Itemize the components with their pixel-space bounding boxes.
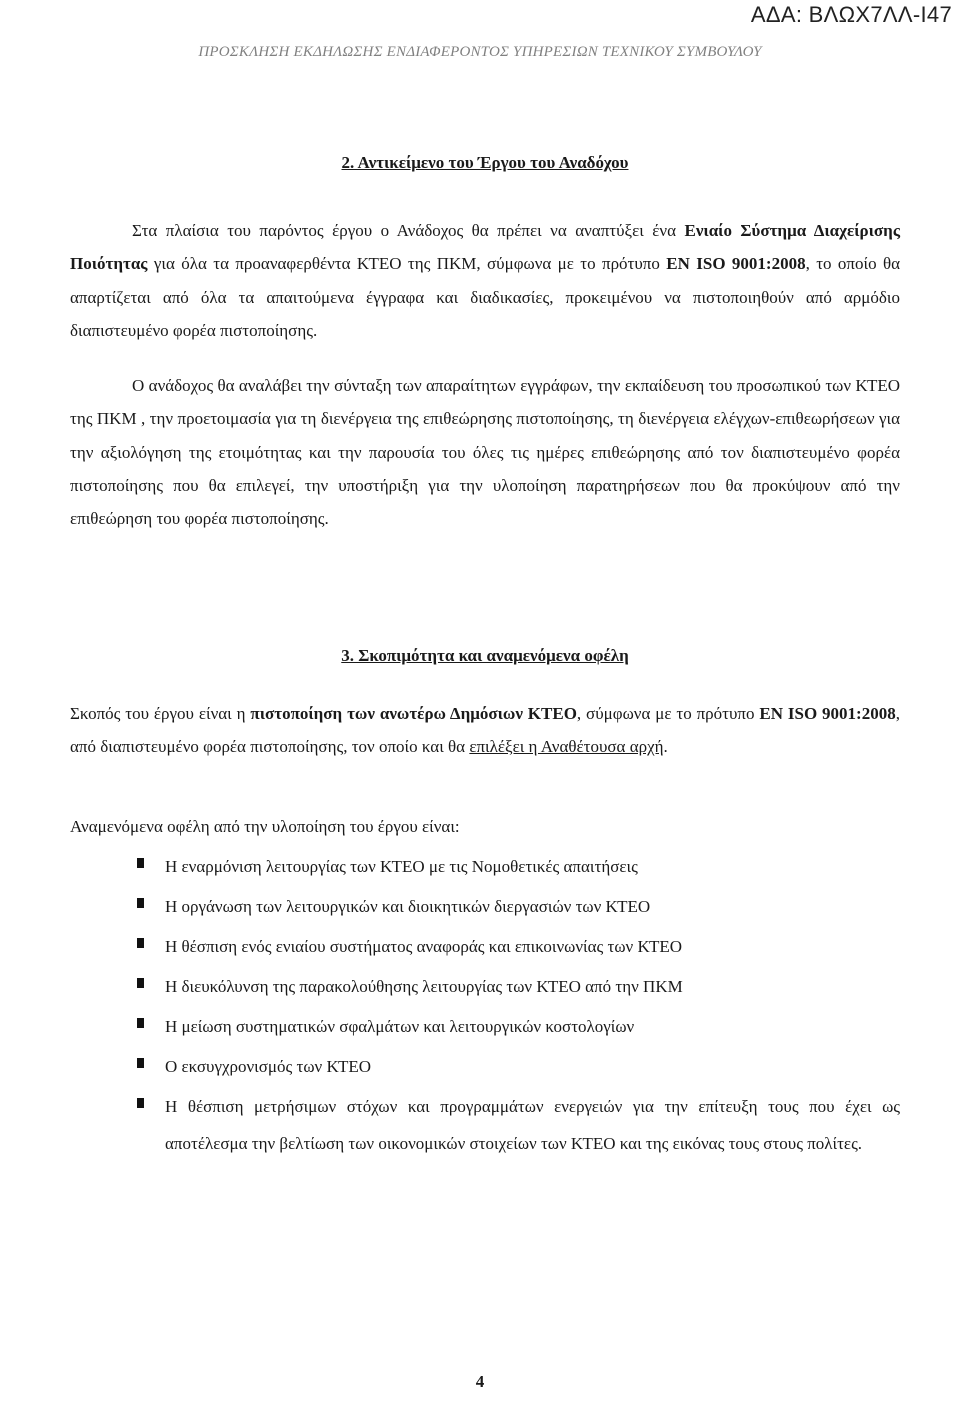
square-bullet-icon xyxy=(137,1058,144,1068)
list-item-text: Ο εκσυγχρονισμός των ΚΤΕΟ xyxy=(165,1057,372,1076)
s3p1-tail: . xyxy=(663,737,668,757)
document-header-title: ΠΡΟΣΚΛΗΣΗ ΕΚΔΗΛΩΣΗΣ ΕΝΔΙΑΦΕΡΟΝΤΟΣ ΥΠΗΡΕΣΙΩΝ ΤΕΧΝΙΚΟΥ ΣΥΜΒΟΥΛΟΥ xyxy=(198,44,762,60)
square-bullet-icon xyxy=(137,938,144,948)
section-3-paragraph-1 xyxy=(70,697,900,764)
section-2-paragraph-2 xyxy=(70,369,900,535)
square-bullet-icon xyxy=(137,1018,144,1028)
square-bullet-icon xyxy=(137,898,144,908)
square-bullet-icon xyxy=(137,858,144,868)
s2p2-text: Ο ανάδοχος θα αναλάβει την σύνταξη των απαραίτητων εγγράφων, την εκπαίδευση του προσωπικού των ΚΤΕΟ της ΠΚΜ , την προετοιμασία για τη διενέργεια της επιθεώρησης πιστοποίησης, τη διενέργεια ελέγχων-επιθεωρήσεων για την αξιολόγηση της ετοιμότητας και την παρουσία του όλες τις ημέρες επιθεώρησης από τον διαπιστευμένο φορέα πιστοποίησης που θα επιλεγεί, την υποστήριξη για την υλοποίηση παρατηρήσεων που θα προκύψουν από την επιθεώρηση του φορέα πιστοποίησης. xyxy=(70,376,900,529)
section-2-heading: 2. Αντικείμενο του Έργου του Αναδόχου xyxy=(341,153,629,172)
s3p1-lead: Σκοπός του έργου είναι η xyxy=(70,704,251,723)
ada-code: ΑΔΑ: ΒΛΩΧ7ΛΛ-Ι47 xyxy=(750,2,952,27)
list-item-text: Η εναρμόνιση λειτουργίας των ΚΤΕΟ με τις Νομοθετικές απαιτήσεις xyxy=(165,857,638,876)
page-number: 4 xyxy=(475,1372,485,1391)
list-item-text: Η θέσπιση ενός ενιαίου συστήματος αναφοράς και επικοινωνίας των ΚΤΕΟ xyxy=(165,937,683,956)
square-bullet-icon xyxy=(137,978,144,988)
square-bullet-icon xyxy=(137,1098,144,1108)
section-3-heading: 3. Σκοπιμότητα και αναμενόμενα οφέλη xyxy=(341,646,629,665)
list-item-text: Η διευκόλυνση της παρακολούθησης λειτουργίας των ΚΤΕΟ από την ΠΚΜ xyxy=(165,977,683,996)
list-item-text: Η μείωση συστηματικών σφαλμάτων και λειτουργικών κοστολογίων xyxy=(165,1017,635,1036)
s2p1-lead: Στα πλαίσια του παρόντος έργου ο Ανάδοχος θα πρέπει να αναπτύξει ένα xyxy=(132,221,685,240)
list-item-text: Η οργάνωση των λειτουργικών και διοικητικών διεργασιών των ΚΤΕΟ xyxy=(165,897,651,916)
s3p1-bold-standard: EN ISO 9001:2008 xyxy=(759,704,896,723)
benefits-intro: Αναμενόμενα οφέλη από την υλοποίηση του έργου είναι: xyxy=(70,817,460,836)
s3p1-mid1: , σύμφωνα με το πρότυπο xyxy=(576,704,760,723)
s2p1-mid: για όλα τα προαναφερθέντα ΚΤΕΟ της ΠΚΜ, σύμφωνα με το πρότυπο xyxy=(147,254,667,274)
s3p1-bold-certification: πιστοποίηση των ανωτέρω Δημόσιων ΚΤΕΟ xyxy=(250,704,577,723)
list-item-text: Η θέσπιση μετρήσιμων στόχων και προγραμμάτων ενεργειών για την επίτευξη τους που έχει ως αποτέλεσμα την βελτίωση των οικονομικών στοιχείων των ΚΤΕΟ και της εικόνας τους στους πολίτες. xyxy=(165,1097,900,1153)
s3p1-underlined: επιλέξει η Αναθέτουσα αρχή xyxy=(469,737,664,757)
s3p1-mid2: , από διαπιστευμένο φορέα πιστοποίησης, τον οποίο και θα xyxy=(70,704,900,757)
section-2-paragraph-1 xyxy=(70,214,900,347)
s2p1-bold-standard: EN ISO 9001:2008 xyxy=(666,254,806,274)
s2p1-bold-system: Ενιαίο Σύστημα Διαχείρισης Ποιότητας xyxy=(70,221,900,274)
s2p1-tail: , το οποίο θα απαρτίζεται από όλα τα απαιτούμενα έγγραφα και διαδικασίες, προκειμένου να πιστοποιηθούν από αρμόδιο διαπιστευμένο φορέα πιστοποίησης. xyxy=(70,254,900,340)
